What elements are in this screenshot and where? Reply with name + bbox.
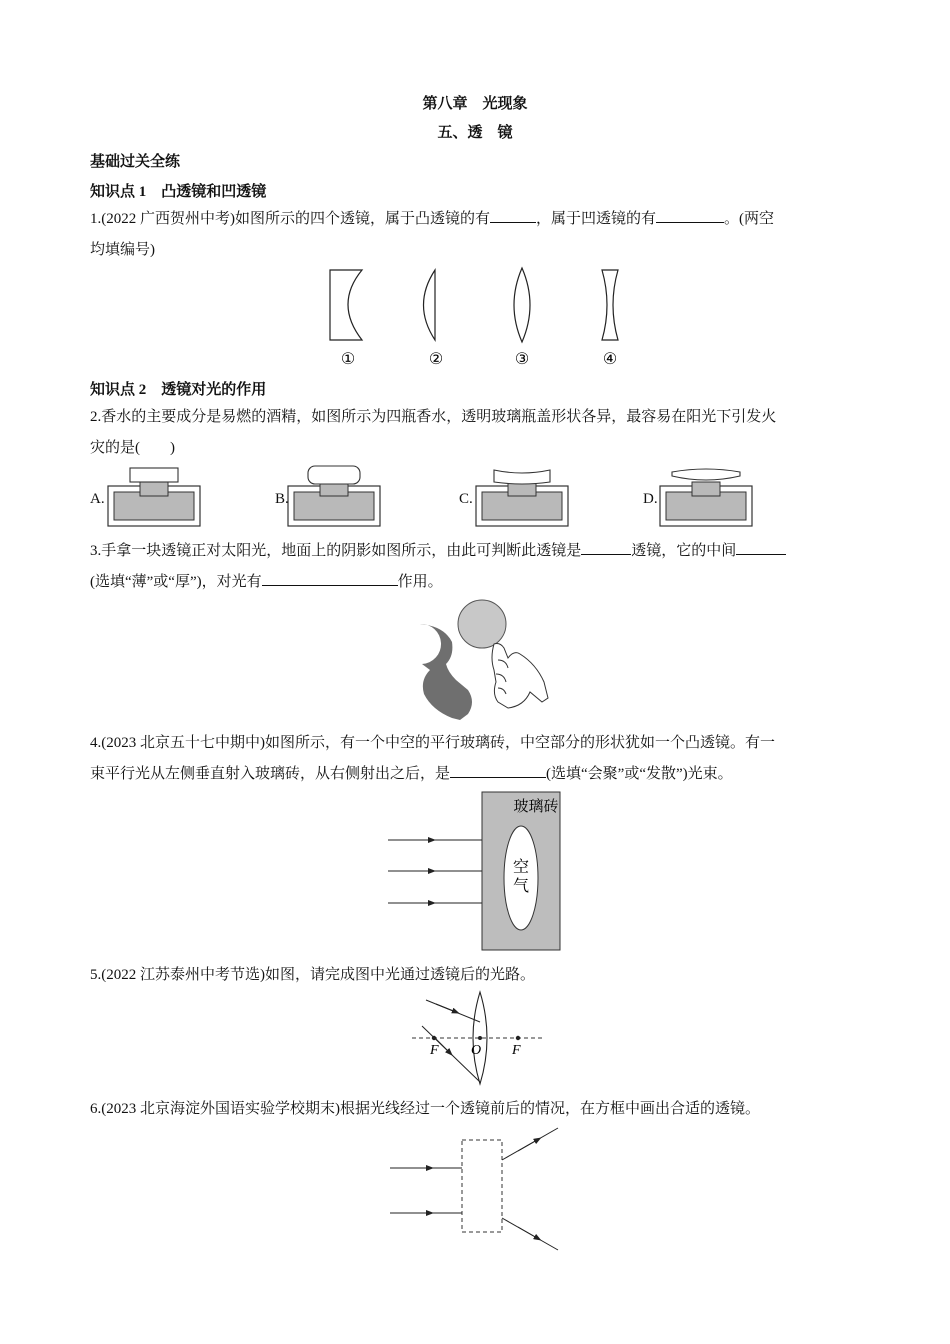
q3-text-c: (选填“薄”或“厚”)，对光有 <box>90 574 262 590</box>
bright-spot <box>414 637 424 647</box>
optical-center-label: O <box>471 1043 482 1058</box>
lens-1-shape <box>330 270 362 340</box>
q1-text-b: ，属于凹透镜的有 <box>536 211 657 227</box>
focus-right-point <box>516 1036 520 1040</box>
question-4 <box>90 728 862 790</box>
q4-glass-brick-figure <box>386 790 566 954</box>
question-1 <box>90 204 862 266</box>
q1-blank-concave[interactable] <box>656 206 724 223</box>
q1-text-a: 1.(2022 广西贺州中考)如图所示的四个透镜，属于凸透镜的有 <box>90 211 490 227</box>
q1-text-c: 。(两空 <box>724 211 775 227</box>
knowledge-point-1-title: 知识点 1 凸透镜和凹透镜 <box>90 184 267 200</box>
q1-lens-figure <box>320 264 640 370</box>
q3-text-d: 作用。 <box>397 574 443 590</box>
q3-shadow-figure <box>396 598 558 720</box>
focus-left-label: F <box>430 1043 439 1058</box>
q3-blank-thickness[interactable] <box>736 538 786 555</box>
q2-bottle-d[interactable] <box>658 464 754 528</box>
hand-lens <box>458 600 506 648</box>
q6-text-line1: 6.(2023 北京海淀外国语实验学校期末)根据光线经过一个透镜前后的情况，在方框中画出合适的透镜。 <box>90 1101 760 1117</box>
lens-label-4: ④ <box>602 351 618 368</box>
lens-label-2: ② <box>428 351 444 368</box>
question-6 <box>90 1094 862 1125</box>
q2-option-d-label[interactable]: D. <box>643 491 658 507</box>
q4-text-a: 束平行光从左侧垂直射入玻璃砖，从右侧射出之后，是 <box>90 766 451 782</box>
question-3 <box>90 536 862 598</box>
q4-text-line1: 4.(2023 北京五十七中期中)如图所示，有一个中空的平行玻璃砖，中空部分的形状犹如一个凸透镜。有一 <box>90 735 775 751</box>
q1-text-line2: 均填编号) <box>90 242 155 258</box>
q2-bottle-b[interactable] <box>286 464 382 528</box>
air-label-2: 气 <box>512 878 530 895</box>
q3-blank-effect[interactable] <box>262 569 398 586</box>
q3-text-a: 3.手拿一块透镜正对太阳光，地面上的阴影如图所示，由此可判断此透镜是 <box>90 543 582 559</box>
q2-option-c-label[interactable]: C. <box>459 491 473 507</box>
q3-text-b: 透镜，它的中间 <box>631 543 737 559</box>
optical-center-point <box>478 1036 482 1040</box>
q2-option-b-label[interactable]: B. <box>275 491 289 507</box>
q2-text-line1: 2.香水的主要成分是易燃的酒精，如图所示为四瓶香水，透明玻璃瓶盖形状各异，最容易在阳光下引发火 <box>90 409 777 425</box>
q5-text-line1: 5.(2022 江苏泰州中考节选)如图，请完成图中光通过透镜后的光路。 <box>90 967 535 983</box>
focus-right-label: F <box>512 1043 521 1058</box>
q4-blank-beam[interactable] <box>450 761 546 778</box>
q2-option-a-label[interactable]: A. <box>90 491 105 507</box>
q2-text-line2: 灾的是( ) <box>90 440 175 456</box>
q3-blank-lens-type[interactable] <box>581 538 631 555</box>
answer-box[interactable] <box>462 1140 502 1232</box>
q6-box-figure <box>388 1126 564 1256</box>
question-2 <box>90 402 862 464</box>
lens-3-shape <box>514 268 530 342</box>
glass-label: 玻璃砖 <box>513 799 559 815</box>
air-label-1: 空 <box>512 859 530 876</box>
practice-title: 基础过关全练 <box>90 154 181 170</box>
hand-shape <box>492 644 548 709</box>
lens-label-3: ③ <box>514 351 530 368</box>
q2-bottle-c[interactable] <box>474 464 570 528</box>
chapter-title: 第八章 光现象 <box>422 96 528 112</box>
q5-lens-figure <box>408 990 548 1090</box>
lens-2-shape <box>424 270 436 340</box>
knowledge-point-2-title: 知识点 2 透镜对光的作用 <box>90 382 267 398</box>
q2-bottle-a[interactable] <box>106 464 202 528</box>
lens-4-shape <box>602 270 618 340</box>
q1-blank-convex[interactable] <box>490 206 536 223</box>
lens-label-1: ① <box>340 351 356 368</box>
q4-text-b: (选填“会聚”或“发散”)光束。 <box>546 766 733 782</box>
question-5 <box>90 960 862 991</box>
section-title: 五、透 镜 <box>437 125 513 141</box>
